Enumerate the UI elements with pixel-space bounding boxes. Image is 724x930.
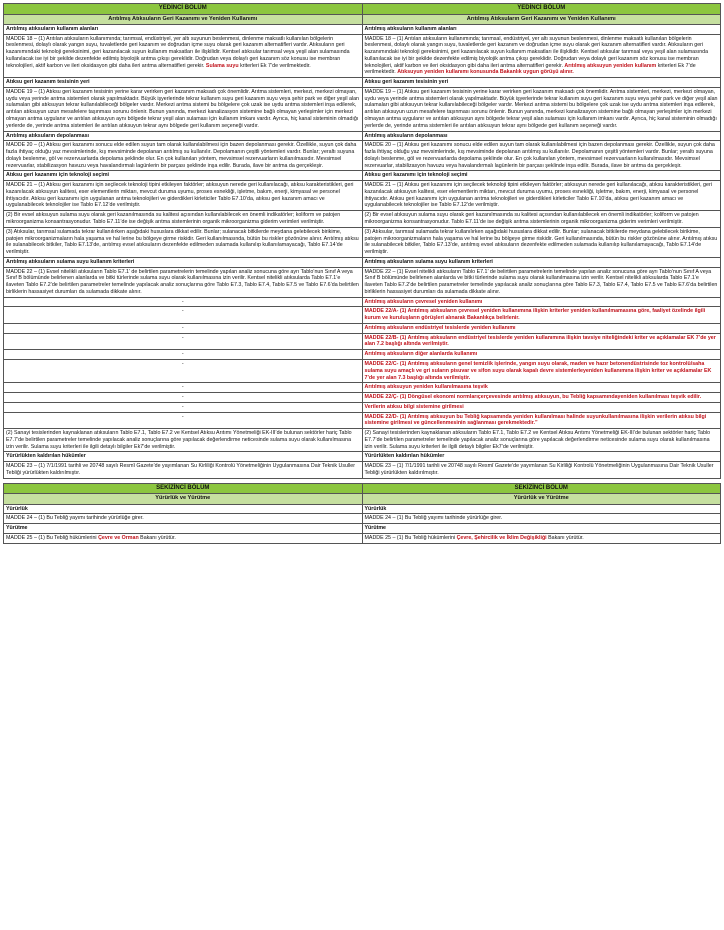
section-heading-right: Atıksu geri kazanımı için teknoloji seçimi (362, 171, 721, 181)
table-row (4, 504, 721, 514)
new-heading: Verilerin atıksu bilgi sistemine girilmesi (362, 402, 721, 412)
section-heading-left: Arıtılmış atıksuların depolanması (4, 131, 363, 141)
table-row (4, 141, 721, 171)
article-22-right: MADDE 22 – (1) Evsel nitelikli atıksuların Tablo E7.1’ de belirtilen parametrelerin temelinde yapılan analiz sonucuna göre ayrı Tablo’nun Sınıf A veya Sınıf B bölümünde belirlenen alanlarda ve bitki türlerinde sulama suyu olarak kullanılmasına izin verilir. Kentsel nitelikli atıksularda Tablo E7.1’e ilaveten Tablo E7.2’de belirtilen parametreler temelinde yapılacak analiz sonuçlarına göre Tablo E7.3, Tablo E7.4, Tablo E7.5 ve Tablo E7.6’da belirtilen birliklerin hassasiyet durumları da sulamada dikkate alınır. (362, 267, 721, 297)
chapter7-subtitle-left: Arıtılmış Atıksuların Geri Kazanımı ve Yeniden Kullanımı (4, 14, 363, 24)
changed-text: Çevre, Şehircilik ve İklim Değişikliği (456, 534, 547, 541)
article-25-right (362, 533, 721, 543)
table-row (4, 267, 721, 297)
table-row (4, 333, 721, 350)
chapter8-title-right: SEKİZİNCİ BÖLÜM (362, 483, 721, 494)
new-article-22c: MADDE 22/C- (1) Arıtılmış atıksuların genel temizlik işlerinde, yangın suyu olarak, maden ve hazır betonendüstrisinde toz kontrolü/saha sulama suyu amaçlı ve gri suların pisuvar ve sifon suyu olarak kapalı devre sistemlerleyeniden kullanımına ilişkin kriter ve açıklamalar EK 7’de yer alan 7.3 başlığı altında verilmiştir. (362, 359, 721, 382)
table-row (4, 131, 721, 141)
article-22-left: MADDE 22 – (1) Evsel nitelikli atıksuların Tablo E7.1’ de belirtilen parametrelerin temelinde yapılan analiz sonucuna göre ayrı Tablo’nun Sınıf A veya Sınıf B bölümünde belirlenen alanlarda ve bitki türlerinde sulama suyu olarak kullanılmasına izin verilir. Kentsel nitelikli atıksularda Tablo E7.1’e ilaveten Tablo E7.2’de belirtilen parametreler temelinde yapılacak analiz sonuçlarına göre Tablo E7.3, Tablo E7.4, Tablo E7.5 ve Tablo E7.6’da belirtilen birliklerin hassasiyet durumları da sulamada dikkate alınır. (4, 267, 363, 297)
article-19-right: MADDE 19 – (1) Atıksu geri kazanım tesisinin yerine karar verirken geri kazanım maksadı çok önemlidir. Arıtma sistemleri, merkezi, merkezi olmayan, uydu veya yerinde arıtma sistemleri olarak yapılmaktadır. Büyük işyerlerinde tekrar kullanım suyu geri kazanım suyu veya şehir park ve diğer yeşil alan sulamaları gibi atıksuyun tekrar kullanılabileceği bölgeler vardır. Merkezi arıtma sistemi bu bölgelere çok uzak ise uydu arıtma sistemleri inşa edilerek, arıtılan atıksuyun uzun mesafelere taşınması sorunu önlenir. Bunun yanında, merkezi kanalizasyon sistemine bağlı olmayan yerleşimler için merkezi olmayan arıtma uygulanır ve arıtılan atıksuyun aynı bölgede tekrar yeşil alan sulaması için kullanım imkanı vardır. Ayrıca, hiç kanal sisteminin olmadığı yerlerde de, yerinde arıtma sistemleri ile arıtılan atıksuyun tekrar aynı bölgede geri kullanım seçeneği vardır. (362, 87, 721, 131)
table-row (4, 533, 721, 543)
article-text: Bakanı yürütür. (546, 534, 584, 541)
new-article-22d: MADDE 22/D- (1) Arıtılmış atıksuyun bu Tebliğ kapsamında yeniden kullanılması halinde suyunkullanılmasına ilişkin verilerin atıksu bilgi sistemine girilmesi ve güncellenmesinin sağlanması gerekmektedir.” (362, 412, 721, 429)
article-19-left: MADDE 19 – (1) Atıksu geri kazanım tesisinin yerine karar verirken geri kazanım maksadı çok önemlidir. Arıtma sistemleri, merkezi, merkezi olmayan, uydu veya yerinde arıtma sistemleri olarak yapılmaktadır. Büyük işyerlerinde tekrar kullanım suyu geri kazanım suyu veya şehir park ve diğer yeşil alan sulamaları gibi atıksuyun tekrar kullanılabileceği bölgeler vardır. Merkezi arıtma sistemi bu bölgelere çok uzak ise uydu arıtma sistemleri inşa edilerek, arıtılan atıksuyun uzun mesafelere taşınması sorunu önlenir. Bunun yanında, merkezi kanalizasyon sistemine bağlı olmayan yerleşimler için merkezi olmayan arıtma uygulanır ve arıtılan atıksuyun aynı bölgede tekrar yeşil alan sulaması için kullanım imkanı vardır. Ayrıca, hiç kanal sisteminin olmadığı yerlerde de, yerinde arıtma sistemleri ile arıtılan atıksuyun tekrar aynı bölgede geri kullanım seçeneği vardır. (4, 87, 363, 131)
table-row (4, 87, 721, 131)
section-heading-right: Yürürlükten kaldırılan hükümler (362, 452, 721, 462)
empty-cell-dash: - (4, 350, 363, 360)
section-heading-right: Arıtılmış atıksuların kullanım alanları (362, 24, 721, 34)
table-row (4, 359, 721, 382)
empty-cell-dash: - (4, 412, 363, 429)
article-25-left (4, 533, 363, 543)
table-row (4, 307, 721, 324)
chapter8-header-row (4, 483, 721, 494)
empty-cell-dash: - (4, 297, 363, 307)
article-text: MADDE 25 – (1) Bu Tebliğ hükümlerini (6, 534, 99, 541)
table-row (4, 297, 721, 307)
article-24-right: MADDE 24 – (1) Bu Tebliğ yayımı tarihinde yürürlüğe girer. (362, 514, 721, 524)
table-row (4, 514, 721, 524)
table-row (4, 350, 721, 360)
article-text: MADDE 18 – (1) Arıtılan atıksuların kullanımında; tarımsal, endüstriyel, yer altı suyunun beslenmesi, dinlenme maksatlı kullanılan bölgelerin beslenmesi, dolaylı olarak yangın suyu, tuvaletlerde geri kazanım ve doğrudan içme suyu olarak geri kazanım alternatifleri vardır. Atıksuların geri kazanımındaki teknoloji gereksinimi, geri kazanılacak suyun kullanım maksatları ile ilişkilidir. Kentsel atıksular tarımsal veya yeşil alan sulamasında kullanılacak ise iyi bir şekilde dezenfekte edilmiş biyolojik arıtma çıkışı gereklidir. Doğrudan veya dolaylı geri kazanım söz konusu ise membran teknolojileri, aktif karbon ve ileri oksidasyon gibi daha ileri arıtma alternatifleri gerekir. (364, 35, 709, 69)
article-21-2-left: (2) Bir evsel atıksuyun sulama suyu olarak geri kazanılmasında su kalitesi açısından kullanılabilecek en önemli indikatörler; koliform ve patojen mikroorganizma konsantrasyonudur. Tablo E7.11’de ise değişik arıtma sistemlerinin organik mikroorganizma giderim verimleri verilmiştir. (4, 211, 363, 228)
section-heading-left: Yürürlükten kaldırılan hükümler (4, 452, 363, 462)
article-22-2-right: (2) Sanayi tesislerinden kaynaklanan atıksuların Tablo E7.1, Tablo E7.2 ve Kentsel Atıksu Arıtımı Yönetmeliği EK-III’de bulunan sektörler hariç Tablo E7.7’de belirtilen parametreler temelinde yapılacak analiz sonuçlarına göre yapılacak değerlendirme neticesinde sulama suyu olarak kullanılmasına izin verilir. Sulama suyu kriterleri ile ilgili detaylı bilgiler Ek7’de verilmiştir. (362, 429, 721, 452)
section-heading-left: Atıksu geri kazanım tesisinin yeri (4, 78, 363, 88)
table-row (4, 452, 721, 462)
new-heading: Arıtılmış atıksuların çevresel yeniden kullanımı (362, 297, 721, 307)
chapter8-subtitle-right: Yürürlük ve Yürütme (362, 494, 721, 504)
new-heading: Arıtılmış atıksuların endüstriyel tesislerde yeniden kullanımı (362, 323, 721, 333)
section-heading-left: Yürütme (4, 524, 363, 534)
article-text: MADDE 25 – (1) Bu Tebliğ hükümlerini (364, 534, 457, 541)
section-heading-left: Yürürlük (4, 504, 363, 514)
chapter8-subtitle-left: Yürürlük ve Yürütme (4, 494, 363, 504)
article-21-3-right: (3) Atıksular, tarımsal sulamada tekrar kullanılırken aşağıdaki hususlara dikkat edilir. Bunlar; sulanacak bitkilerde meydana gelebilecek birikime, patojen mikroorganizmaların hala yaşama ve hal lerine bu bölgeye girme riskidir. Geri kullanılmasında, bütün bu riskler gözönüne alınır. Arıtılmış atıksu ile sulanabilecek bitkiler, Tablo E7.13’de, arıtılmış evsel atıksuların dezenfekte edilmeden sulamada kullanılıp kullanılamayacağı, Tablo E7.14’de verilmiştir. (362, 227, 721, 257)
table-row (4, 211, 721, 228)
section-heading-right: Arıtılmış atıksuların depolanması (362, 131, 721, 141)
empty-cell-dash: - (4, 393, 363, 403)
empty-cell-dash: - (4, 323, 363, 333)
article-text: Bakanı yürütür. (138, 534, 176, 541)
table-row (4, 393, 721, 403)
empty-cell-dash: - (4, 402, 363, 412)
article-23-right: MADDE 23 – (1) 7/1/1991 tarihli ve 20748 sayılı Resmî Gazete’de yayımlanan Su Kirliliği Kontrolü Yönetmeliğinin Uygulanmasına Dair Teknik Usuller Tebliği yürürlükten kaldırılmıştır. (362, 462, 721, 479)
chapter7-title-left: YEDİNCİ BÖLÜM (4, 4, 363, 15)
table-row (4, 402, 721, 412)
empty-cell-dash: - (4, 383, 363, 393)
new-heading: Arıtılmış atıksuların diğer alanlarda kullanımı (362, 350, 721, 360)
section-heading-right: Arıtılmış atıksuların sulama suyu kullanım kriterleri (362, 257, 721, 267)
section-heading-right: Yürürlük (362, 504, 721, 514)
section-heading-left: Arıtılmış atıksuların kullanım alanları (4, 24, 363, 34)
new-heading: Arıtılmış atıksuyun yeniden kullanılmasına teşvik (362, 383, 721, 393)
table-row (4, 34, 721, 78)
article-20-right: MADDE 20 – (1) Atıksu geri kazanımı sonucu elde edilen suyun tam olarak kullanılabilmesi için bazen depolanması gerekir. Özellikle, suyun çok daha fazla ihtiyaç olduğu yaz mevsimlerinde, kış mevsiminde depolanan arıtılmış su kullanılır. Depolamanın çeşitli yöntemleri vardır. Bunlar; yeraltı suyuna dolaylı beslenme, göl ve rezervuarlarda depolama şeklinde olur. En çok kullanılan yöntem, mevsimsel rezervuarların kullanılmasıdır. Mevsimsel rezervuarlar, stabilizasyon havuzu veya havalandırmalı lagünlerin bir parçası şeklinde inşa edilir. Burada, ilave bir arıtma da gerçekleşir. (362, 141, 721, 171)
article-18-right (362, 34, 721, 78)
article-text: kriterleri Ek 7’de verilmektedir. (364, 62, 696, 76)
table-row (4, 383, 721, 393)
table-row (4, 462, 721, 479)
table-row (4, 181, 721, 211)
article-24-left: MADDE 24 – (1) Bu Tebliğ yayımı tarihinde yürürlüğe girer. (4, 514, 363, 524)
article-21-2-right: (2) Bir evsel atıksuyun sulama suyu olarak geri kazanılmasında su kalitesi açısından kullanılabilecek en önemli indikatörler; koliform ve patojen mikroorganizma konsantrasyonudur. Tablo E7.11’de ise değişik arıtma sistemlerinin organik mikroorganizma giderim verimleri verilmiştir. (362, 211, 721, 228)
article-20-left: MADDE 20 – (1) Atıksu geri kazanımı sonucu elde edilen suyun tam olarak kullanılabilmesi için bazen depolanması gerekir. Özellikle, suyun çok daha fazla ihtiyaç olduğu yaz mevsimlerinde, kış mevsiminde depolanan arıtılmış su kullanılır. Depolamanın çeşitli yöntemleri vardır. Bunlar; yeraltı suyuna dolaylı beslenme, göl ve rezervuarlarda depolama şeklinde olur. En çok kullanılan yöntem, mevsimsel rezervuarların kullanılmasıdır. Mevsimsel rezervuarlar, stabilizasyon havuzu veya havalandırmalı lagünlerin bir parçası şeklinde inşa edilir. Burada, ilave bir arıtma da gerçekleşir. (4, 141, 363, 171)
table-row (4, 429, 721, 452)
section-heading-right: Atıksu geri kazanım tesisinin yeri (362, 78, 721, 88)
changed-text: Sulama suyu (205, 62, 239, 69)
new-article-22b: MADDE 22/B- (1) Arıtılmış atıksuların endüstriyel tesislerde yeniden kullanımına ilişkin tavsiye niteliğindeki kriter ve açıklamalar EK 7’de yer alan 7.2 başlığı altında verilmiştir. (362, 333, 721, 350)
chapter8-title-left: SEKİZİNCİ BÖLÜM (4, 483, 363, 494)
section-heading-left: Atıksu geri kazanımı için teknoloji seçimi (4, 171, 363, 181)
article-21-3-left: (3) Atıksular, tarımsal sulamada tekrar kullanılırken aşağıdaki hususlara dikkat edilir. Bunlar; sulanacak bitkilerde meydana gelebilecek birikime, patojen mikroorganizmaların hala yaşama ve hal lerine bu bölgeye girme riskidir. Geri kullanılmasında, bütün bu riskler gözönüne alınır. Arıtılmış atıksu ile sulanabilecek bitkiler, Tablo E7.13’de, arıtılmış evsel atıksuların dezenfekte edilmeden sulamada kullanılıp kullanılamayacağı, Tablo E7.14’de verilmiştir. (4, 227, 363, 257)
table-row (4, 171, 721, 181)
comparison-table (3, 3, 721, 544)
empty-cell-dash: - (4, 359, 363, 382)
changed-text: Arıtılmış atıksuyun yeniden kullanım (564, 62, 657, 69)
article-text: kriterleri Ek 7’de verilmektedir. (238, 62, 311, 69)
table-row (4, 524, 721, 534)
chapter7-title-right: YEDİNCİ BÖLÜM (362, 4, 721, 15)
table-row (4, 412, 721, 429)
article-21-right: MADDE 21 – (1) Atıksu geri kazanımı için seçilecek teknoloji tipini etkileyen faktörler; atıksuyun nerede geri kullanılacağı, atıksu karakteristikleri, geri kazanılacak atıksuyun kalitesi, eser elementlerin miktarı, mevcut duruma uyumu, proses esnekliği, işletme, bakım, enerji, kimyasal ve personel ihtiyacıdır. Atıksu geri kazanımı için uygulanan arıtma teknolojileri ve giderdikleri kirleticiler Tablo E7.10’da, atıksu geri kazanım amacı ve uygulanabilecek teknolojiler ise Tablo E7.12’de verilmiştir. (362, 181, 721, 211)
chapter7-header-row (4, 4, 721, 15)
table-row (4, 257, 721, 267)
article-22-2-left: (2) Sanayi tesislerinden kaynaklanan atıksuların Tablo E7.1, Tablo E7.2 ve Kentsel Atıksu Arıtımı Yönetmeliği EK-III’de bulunan sektörler hariç Tablo E7.7’de belirtilen parametreler temelinde yapılacak analiz sonuçlarına göre yapılacak değerlendirme neticesinde sulama suyu olarak kullanılmasına izin verilir. Sulama suyu kriterleri ile ilgili detaylı bilgiler Ek7’de verilmiştir. (4, 429, 363, 452)
article-21-left: MADDE 21 – (1) Atıksu geri kazanımı için seçilecek teknoloji tipini etkileyen faktörler; atıksuyun nerede geri kullanılacağı, atıksu karakteristikleri, geri kazanılacak atıksuyun kalitesi, eser elementlerin miktarı, mevcut duruma uyumu, proses esnekliği, işletme, bakım, enerji, kimyasal ve personel ihtiyacıdır. Atıksu geri kazanımı için uygulanan arıtma teknolojileri ve giderdikleri kirleticiler Tablo E7.10’da, atıksu geri kazanım amacı ve uygulanabilecek teknolojiler ise Tablo E7.12’de verilmiştir. (4, 181, 363, 211)
table-row (4, 323, 721, 333)
added-text: Atıksuyun yeniden kullanımı konusunda Bakanlık uygun görüşü alınır. (397, 69, 574, 76)
article-18-left (4, 34, 363, 78)
section-heading-right: Yürütme (362, 524, 721, 534)
table-row (4, 78, 721, 88)
chapter7-subtitle-right: Arıtılmış Atıksuların Geri Kazanımı ve Yeniden Kullanımı (362, 14, 721, 24)
new-article-22c2: MADDE 22/Ç- (1) Döngüsel ekonomi normlarıçerçevesinde arıtılmış atıksuyun, bu Tebliğ kapsamındayeniden kullanılması teşvik edilir. (362, 393, 721, 403)
empty-cell-dash: - (4, 333, 363, 350)
table-row (4, 24, 721, 34)
changed-text: Çevre ve Orman (98, 534, 139, 541)
empty-cell-dash: - (4, 307, 363, 324)
article-text: MADDE 18 – (1) Arıtılan atıksuların kullanımında; tarımsal, endüstriyel, yer altı suyunun beslenmesi, dinlenme maksatlı kullanılan bölgelerin beslenmesi, dolaylı olarak yangın suyu, tuvaletlerde geri kazanım ve doğrudan içme suyu olarak geri kazanım alternatifleri vardır. Atıksuların geri kazanımındaki teknoloji gereksinimi, geri kazanılacak suyun kullanım maksatları ile ilişkilidir. Kentsel atıksular tarımsal veya yeşil alan sulamasında kullanılacak ise iyi bir şekilde dezenfekte edilmiş biyolojik arıtma çıkışı gereklidir. Doğrudan veya dolaylı geri kazanım söz konusu ise membran teknolojileri, aktif karbon ve ileri oksidasyon gibi daha ileri arıtma alternatifleri gerekir. (6, 35, 350, 69)
chapter8-sub-row (4, 494, 721, 504)
new-article-22a: MADDE 22/A- (1) Arıtılmış atıksuların çevresel yeniden kullanımına ilişkin kriterler yeniden kullanılmamasına göre, faaliyet özelinde ilgili kurum ve kuruluşların görüşleri alınarak Bakanlıkça belirlenir. (362, 307, 721, 324)
section-heading-left: Arıtılmış atıksuların sulama suyu kullanım kriterleri (4, 257, 363, 267)
table-row (4, 227, 721, 257)
article-23-left: MADDE 23 – (1) 7/1/1991 tarihli ve 20748 sayılı Resmî Gazete’de yayımlanan Su Kirliliği Kontrolü Yönetmeliğinin Uygulanmasına Dair Teknik Usuller Tebliği yürürlükten kaldırılmıştır. (4, 462, 363, 479)
chapter7-sub-row (4, 14, 721, 24)
